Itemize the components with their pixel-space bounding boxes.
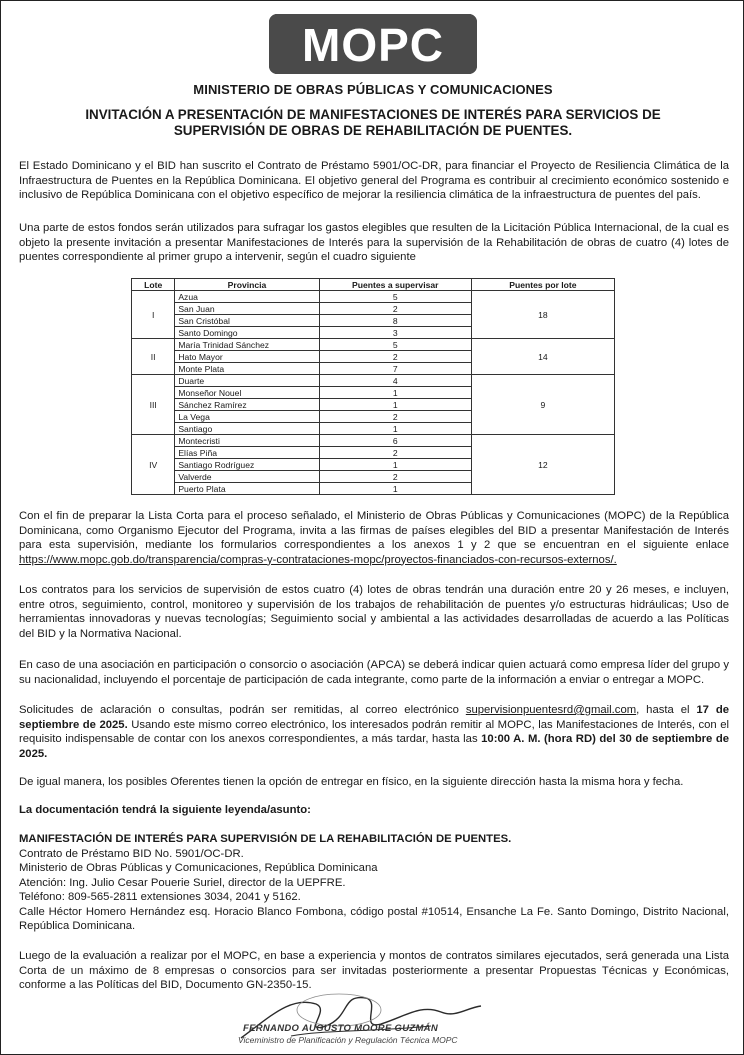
address-line: Contrato de Préstamo BID No. 5901/OC-DR.: [19, 847, 244, 860]
table-row: [132, 339, 615, 351]
paragraph-funds: Una parte de estos fondos serán utilizados para sufragar los gastos elegibles que resulten de la Licitación Pública Internacional, de la cual es objeto la presente invitación a presentar Manifestaciones de Interés para la supervisión de la Rehabilitación de obras de cuatro (4) lotes de puentes correspondiente al primer grupo a intervenir, según el cuadro siguiente: [19, 222, 729, 263]
table-row: [132, 435, 615, 447]
page-title: [31, 107, 715, 139]
header-provincia: Provincia: [175, 279, 319, 291]
bridges-cell: 1: [319, 399, 471, 411]
bridges-cell: 7: [319, 363, 471, 375]
province-cell: Monseñor Nouel: [175, 387, 319, 399]
address-line: Atención: Ing. Julio Cesar Pouerie Suriel, director de la UEPFRE.: [19, 876, 346, 889]
paragraph-short-list: [19, 509, 729, 567]
province-cell: Duarte: [175, 375, 319, 387]
title-line-2: SUPERVISIÓN DE OBRAS DE REHABILITACIÓN DE PUENTES.: [173, 123, 573, 138]
bridges-cell: 4: [319, 375, 471, 387]
signature-name: FERNANDO AUGUSTO MOORE GUZMÁN: [243, 1023, 439, 1034]
province-cell: Sánchez Ramírez: [175, 399, 319, 411]
address-block: [19, 832, 729, 934]
province-cell: Monte Plata: [175, 363, 319, 375]
paragraph-intro: El Estado Dominicano y el BID han suscrito el Contrato de Préstamo 5901/OC-DR, para financiar el Proyecto de Resiliencia Climática de la Infraestructura de Puentes en la República Dominicana. El objetivo general del Programa es contribuir al crecimiento económico sostenido e inclusivo de República Dominicana con el objetivo específico de mejorar la resiliencia climática de la infraestructura de puentes del país.: [19, 160, 729, 201]
province-cell: Elías Piña: [175, 447, 319, 459]
province-cell: Montecristi: [175, 435, 319, 447]
province-cell: Santiago Rodríguez: [175, 459, 319, 471]
bridges-cell: 1: [319, 423, 471, 435]
province-cell: La Vega: [175, 411, 319, 423]
lot-label: II: [132, 339, 175, 375]
bridges-cell: 5: [319, 291, 471, 303]
paragraph-legend-label: La documentación tendrá la siguiente leyenda/asunto:: [19, 804, 311, 816]
paragraph-inquiries: [19, 703, 729, 761]
bridges-cell: 2: [319, 471, 471, 483]
signature-role: Viceministro de Planificación y Regulación Técnica MOPC: [238, 1035, 458, 1045]
header-puentes-supervisar: Puentes a supervisar: [319, 279, 471, 291]
province-cell: San Juan: [175, 303, 319, 315]
province-cell: María Trinidad Sánchez: [175, 339, 319, 351]
address-line: Teléfono: 809-565-2811 extensiones 3034, 2041 y 5162.: [19, 891, 301, 903]
title-line-1: INVITACIÓN A PRESENTACIÓN DE MANIFESTACIONES DE INTERÉS PARA SERVICIOS DE: [85, 107, 661, 122]
lot-total: 12: [471, 435, 614, 495]
province-cell: Valverde: [175, 471, 319, 483]
mopc-logo: [269, 14, 477, 74]
header-puentes-lote: Puentes por lote: [471, 279, 614, 291]
bridges-cell: 5: [319, 339, 471, 351]
inquiries-text-b: , hasta el: [636, 704, 697, 716]
annex-link[interactable]: https://www.mopc.gob.do/transparencia/compras-y-contrataciones-mopc/proyectos-financiados-con-recursos-externos/.: [19, 553, 617, 566]
paragraph-evaluation: Luego de la evaluación a realizar por el MOPC, en base a experiencia y montos de contratos similares ejecutados, será generada una Lista Corta de un máximo de 8 empresas o consorcios para ser invitadas posteriormente a presentar Propuestas Técnicas y Económicas, conforme a las Políticas del BID, Documento GN-2350-15.: [19, 950, 729, 991]
lot-total: 18: [471, 291, 614, 339]
lot-label: IV: [132, 435, 175, 495]
bridges-cell: 6: [319, 435, 471, 447]
province-cell: Santo Domingo: [175, 327, 319, 339]
address-line: Ministerio de Obras Públicas y Comunicaciones, República Dominicana: [19, 862, 378, 874]
submission-deadline: 10:00 A. M. (hora RD) del 30 de septiembre de 2025.: [19, 733, 729, 760]
bridges-cell: 1: [319, 459, 471, 471]
province-cell: San Cristóbal: [175, 315, 319, 327]
lots-table: [131, 278, 615, 495]
paragraph-physical-delivery: De igual manera, los posibles Oferentes tienen la opción de entregar en físico, en la siguiente dirección hasta la misma hora y fecha.: [19, 776, 684, 788]
province-cell: Santiago: [175, 423, 319, 435]
province-cell: Azua: [175, 291, 319, 303]
lot-label: I: [132, 291, 175, 339]
ministry-heading: MINISTERIO DE OBRAS PÚBLICAS Y COMUNICACIONES: [193, 82, 553, 97]
short-list-text: Con el fin de preparar la Lista Corta para el proceso señalado, el Ministerio de Obras Públicas y Comunicaciones (MOPC) de la República Dominicana, como Organismo Ejecutor del Programa, invita a las firmas de países elegibles del BID a presentar Manifestación de Interés para esta supervisión, mediante los formularios correspondientes a los anexos 1 y 2 que se encuentran en el siguiente enlace: [19, 510, 729, 551]
bridges-cell: 2: [319, 303, 471, 315]
logo-text: MOPC: [302, 19, 444, 71]
address-title: MANIFESTACIÓN DE INTERÉS PARA SUPERVISIÓN DE LA REHABILITACIÓN DE PUENTES.: [19, 833, 512, 845]
bridges-cell: 2: [319, 447, 471, 459]
province-cell: Hato Mayor: [175, 351, 319, 363]
inquiries-deadline: 17 de septiembre de 2025.: [19, 704, 730, 731]
bridges-cell: 8: [319, 315, 471, 327]
bridges-cell: 1: [319, 387, 471, 399]
header-lote: Lote: [132, 279, 175, 291]
address-line: Calle Héctor Homero Hernández esq. Horacio Blanco Fombona, código postal #10514, Ensanche La Fe. Santo Domingo, Distrito Nacional, República Dominicana.: [19, 905, 729, 932]
province-cell: Puerto Plata: [175, 483, 319, 495]
bridges-cell: 2: [319, 351, 471, 363]
bridges-cell: 2: [319, 411, 471, 423]
table-row: [132, 375, 615, 387]
lot-total: 14: [471, 339, 614, 375]
bridges-cell: 1: [319, 483, 471, 495]
lot-label: III: [132, 375, 175, 435]
lot-total: 9: [471, 375, 614, 435]
inquiries-text-c: Usando este mismo correo electrónico, los interesados podrán remitir al MOPC, las Manifestaciones de Interés, con el requisito indispensable de contar con los anexos correspondientes, a más tardar, hasta las: [19, 718, 729, 745]
inquiries-text-a: Solicitudes de aclaración o consultas, podrán ser remitidas, al correo electrónico: [19, 704, 466, 716]
paragraph-apca: En caso de una asociación en participación o consorcio o asociación (APCA) se deberá indicar quien actuará como empresa líder del grupo y su nacionalidad, incluyendo el porcentaje de participación de cada integrante, como parte de la información a enviar o entregar a MOPC.: [19, 659, 729, 686]
bridges-cell: 3: [319, 327, 471, 339]
table-header-row: [132, 279, 615, 291]
table-row: [132, 291, 615, 303]
contact-email[interactable]: supervisionpuentesrd@gmail.com: [465, 704, 637, 716]
paragraph-contracts: Los contratos para los servicios de supervisión de estos cuatro (4) lotes de obras tendrán una duración entre 20 y 26 meses, e incluyen, entre otros, seguimiento, control, monitoreo y supervisión de los trabajos de rehabilitación de puentes y/o estructuras hidráulicas; Uso de herramientas innovadoras y nuevas tecnologías; Seguimiento social y ambiental a las actividades desarrolladas de acuerdo a las Políticas del BID y la Normativa Nacional.: [19, 584, 729, 640]
